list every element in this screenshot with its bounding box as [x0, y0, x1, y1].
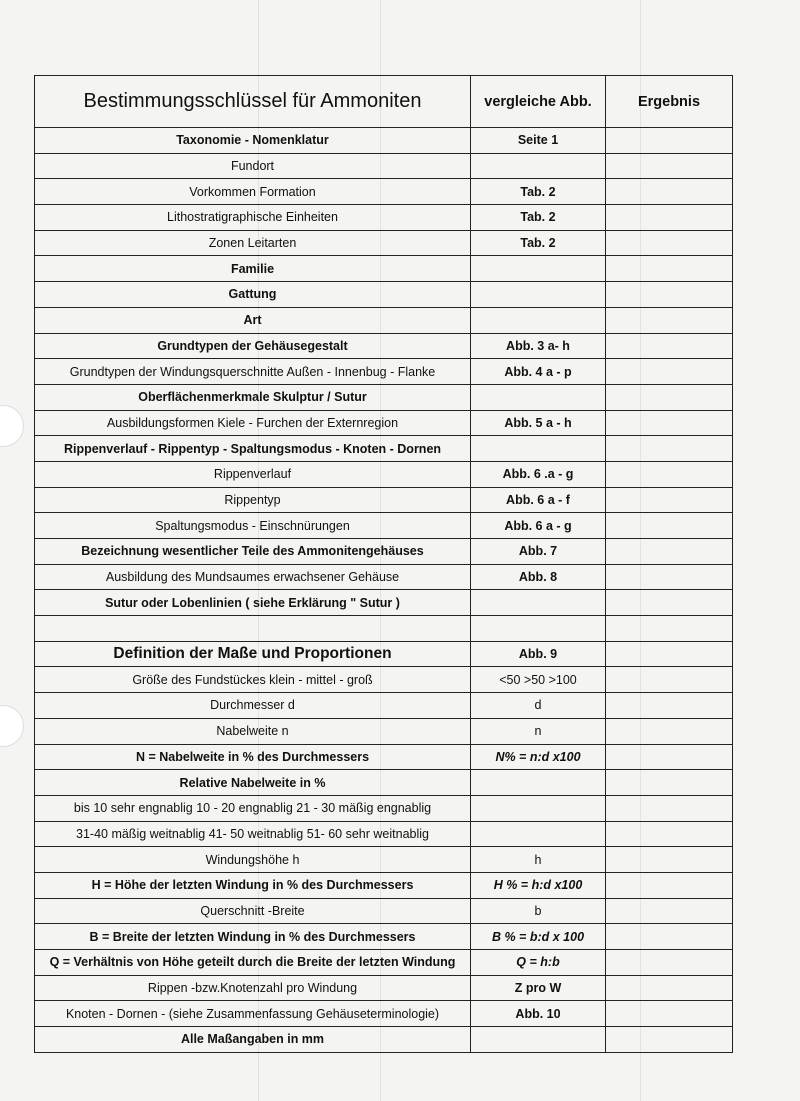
table-row [35, 153, 733, 179]
result-cell[interactable] [606, 770, 733, 796]
table-row [35, 205, 733, 231]
reference-cell: Abb. 5 a - h [471, 410, 606, 436]
criterion-cell: Spaltungsmodus - Einschnürungen [35, 513, 471, 539]
result-cell[interactable] [606, 898, 733, 924]
reference-cell: Abb. 6 a - f [471, 487, 606, 513]
criterion-cell: Art [35, 307, 471, 333]
result-cell[interactable] [606, 590, 733, 616]
result-cell[interactable] [606, 718, 733, 744]
reference-cell [471, 153, 606, 179]
result-cell[interactable] [606, 179, 733, 205]
reference-cell: d [471, 693, 606, 719]
criterion-cell: Sutur oder Lobenlinien ( siehe Erklärung " Sutur ) [35, 590, 471, 616]
reference-cell [471, 282, 606, 308]
result-cell[interactable] [606, 282, 733, 308]
table-row [35, 847, 733, 873]
criterion-cell: Rippenverlauf [35, 461, 471, 487]
result-cell[interactable] [606, 230, 733, 256]
table-row [35, 1027, 733, 1053]
table-row [35, 513, 733, 539]
result-cell[interactable] [606, 847, 733, 873]
reference-cell [471, 436, 606, 462]
table-row [35, 950, 733, 976]
table-row [35, 590, 733, 616]
table-row [35, 179, 733, 205]
result-cell[interactable] [606, 616, 733, 642]
reference-cell: Abb. 8 [471, 564, 606, 590]
reference-cell: Abb. 3 a- h [471, 333, 606, 359]
criterion-cell: N = Nabelweite in % des Durchmessers [35, 744, 471, 770]
result-cell[interactable] [606, 205, 733, 231]
table-row [35, 975, 733, 1001]
result-cell[interactable] [606, 539, 733, 565]
criterion-cell: Fundort [35, 153, 471, 179]
result-cell[interactable] [606, 564, 733, 590]
result-cell[interactable] [606, 410, 733, 436]
criterion-cell: Rippen -bzw.Knotenzahl pro Windung [35, 975, 471, 1001]
reference-cell: H % = h:d x100 [471, 872, 606, 898]
header-row [35, 76, 733, 128]
table-row [35, 410, 733, 436]
reference-cell [471, 616, 606, 642]
identification-key-table [34, 75, 733, 1053]
result-cell[interactable] [606, 641, 733, 667]
reference-cell: b [471, 898, 606, 924]
criterion-cell: Nabelweite n [35, 718, 471, 744]
criterion-cell: Relative Nabelweite in % [35, 770, 471, 796]
table-row [35, 693, 733, 719]
criterion-cell: Taxonomie - Nomenklatur [35, 128, 471, 154]
reference-cell [471, 256, 606, 282]
criterion-cell: Querschnitt -Breite [35, 898, 471, 924]
criterion-cell: Bezeichnung wesentlicher Teile des Ammonitengehäuses [35, 539, 471, 565]
criterion-cell: Alle Maßangaben in mm [35, 1027, 471, 1053]
result-cell[interactable] [606, 384, 733, 410]
reference-cell: Abb. 6 .a - g [471, 461, 606, 487]
table-row [35, 461, 733, 487]
result-cell[interactable] [606, 693, 733, 719]
reference-cell: Abb. 6 a - g [471, 513, 606, 539]
reference-cell: Abb. 7 [471, 539, 606, 565]
table-row [35, 539, 733, 565]
table-row [35, 667, 733, 693]
criterion-cell: Lithostratigraphische Einheiten [35, 205, 471, 231]
reference-cell [471, 1027, 606, 1053]
result-cell[interactable] [606, 795, 733, 821]
reference-cell [471, 770, 606, 796]
reference-cell: Tab. 2 [471, 179, 606, 205]
result-cell[interactable] [606, 487, 733, 513]
table-row [35, 1001, 733, 1027]
criterion-cell: bis 10 sehr engnablig 10 - 20 engnablig 21 - 30 mäßig engnablig [35, 795, 471, 821]
result-cell[interactable] [606, 821, 733, 847]
column-header-reference: vergleiche Abb. [471, 76, 606, 128]
table-row [35, 872, 733, 898]
table-row [35, 770, 733, 796]
result-cell[interactable] [606, 872, 733, 898]
punch-hole [0, 705, 24, 747]
reference-cell: Abb. 4 a - p [471, 359, 606, 385]
criterion-cell: Vorkommen Formation [35, 179, 471, 205]
criterion-cell: Definition der Maße und Proportionen [35, 641, 471, 667]
table-body [35, 128, 733, 1053]
reference-cell: B % = b:d x 100 [471, 924, 606, 950]
criterion-cell: Windungshöhe h [35, 847, 471, 873]
table-row [35, 924, 733, 950]
table-row [35, 384, 733, 410]
table-row [35, 307, 733, 333]
table-row [35, 359, 733, 385]
table-row [35, 821, 733, 847]
result-cell[interactable] [606, 950, 733, 976]
result-cell[interactable] [606, 975, 733, 1001]
result-cell[interactable] [606, 307, 733, 333]
column-header-result: Ergebnis [606, 76, 733, 128]
table-row [35, 333, 733, 359]
criterion-cell: Gattung [35, 282, 471, 308]
criterion-cell: Knoten - Dornen - (siehe Zusammenfassung Gehäuseterminologie) [35, 1001, 471, 1027]
criterion-cell: Durchmesser d [35, 693, 471, 719]
table-row [35, 616, 733, 642]
result-cell[interactable] [606, 128, 733, 154]
result-cell[interactable] [606, 667, 733, 693]
table-row [35, 230, 733, 256]
reference-cell: Abb. 10 [471, 1001, 606, 1027]
reference-cell: <50 >50 >100 [471, 667, 606, 693]
result-cell[interactable] [606, 461, 733, 487]
reference-cell: n [471, 718, 606, 744]
table-row [35, 718, 733, 744]
criterion-cell: Größe des Fundstückes klein - mittel - groß [35, 667, 471, 693]
table-row [35, 487, 733, 513]
reference-cell [471, 307, 606, 333]
criterion-cell: Oberflächenmerkmale Skulptur / Sutur [35, 384, 471, 410]
reference-cell: Tab. 2 [471, 230, 606, 256]
result-cell[interactable] [606, 1001, 733, 1027]
result-cell[interactable] [606, 333, 733, 359]
reference-cell: N% = n:d x100 [471, 744, 606, 770]
reference-cell: Z pro W [471, 975, 606, 1001]
reference-cell [471, 590, 606, 616]
table-row [35, 436, 733, 462]
table-row [35, 641, 733, 667]
criterion-cell: B = Breite der letzten Windung in % des Durchmessers [35, 924, 471, 950]
result-cell[interactable] [606, 436, 733, 462]
result-cell[interactable] [606, 924, 733, 950]
document-title: Bestimmungsschlüssel für Ammoniten [35, 76, 471, 128]
result-cell[interactable] [606, 744, 733, 770]
result-cell[interactable] [606, 359, 733, 385]
criterion-cell: 31-40 mäßig weitnablig 41- 50 weitnablig 51- 60 sehr weitnablig [35, 821, 471, 847]
table-row [35, 795, 733, 821]
reference-cell: Tab. 2 [471, 205, 606, 231]
table-row [35, 128, 733, 154]
criterion-cell: Q = Verhältnis von Höhe geteilt durch die Breite der letzten Windung [35, 950, 471, 976]
reference-cell: h [471, 847, 606, 873]
reference-cell: Abb. 9 [471, 641, 606, 667]
reference-cell [471, 384, 606, 410]
criterion-cell: H = Höhe der letzten Windung in % des Durchmessers [35, 872, 471, 898]
result-cell[interactable] [606, 153, 733, 179]
table-row [35, 564, 733, 590]
result-cell[interactable] [606, 1027, 733, 1053]
reference-cell: Q = h:b [471, 950, 606, 976]
criterion-cell: Grundtypen der Windungsquerschnitte Außen - Innenbug - Flanke [35, 359, 471, 385]
criterion-cell: Rippenverlauf - Rippentyp - Spaltungsmodus - Knoten - Dornen [35, 436, 471, 462]
table-row [35, 256, 733, 282]
criterion-cell: Ausbildungsformen Kiele - Furchen der Externregion [35, 410, 471, 436]
reference-cell [471, 821, 606, 847]
table-row [35, 744, 733, 770]
criterion-cell: Ausbildung des Mundsaumes erwachsener Gehäuse [35, 564, 471, 590]
criterion-cell [35, 616, 471, 642]
table-row [35, 898, 733, 924]
reference-cell: Seite 1 [471, 128, 606, 154]
table-row [35, 282, 733, 308]
result-cell[interactable] [606, 256, 733, 282]
criterion-cell: Familie [35, 256, 471, 282]
criterion-cell: Zonen Leitarten [35, 230, 471, 256]
punch-hole [0, 405, 24, 447]
result-cell[interactable] [606, 513, 733, 539]
criterion-cell: Rippentyp [35, 487, 471, 513]
criterion-cell: Grundtypen der Gehäusegestalt [35, 333, 471, 359]
reference-cell [471, 795, 606, 821]
